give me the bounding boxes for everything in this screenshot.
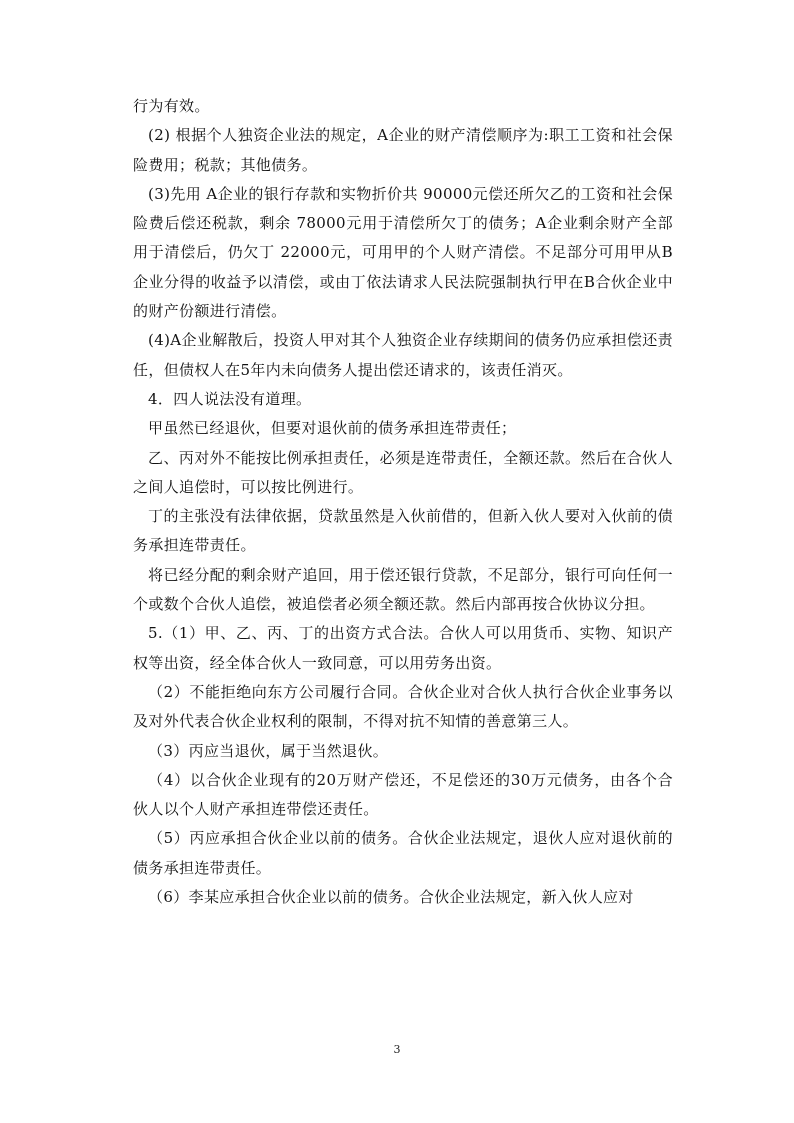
paragraph: (3)先用 A企业的银行存款和实物折价共 90000元偿还所欠乙的工资和社会保险费后偿还税款，剩余 78000元用于清偿所欠丁的债务；A企业剩余财产全部用于清偿后，仍欠丁 22000元，可用甲的个人财产清偿。不足部分可用甲从B企业分得的收益予以清偿，或由丁依法请求人民法院强制执行甲在B合伙企业中的财产份额进行清偿。 xyxy=(133,184,673,321)
document-body xyxy=(133,92,673,912)
paragraph: （6）李某应承担合伙企业以前的债务。合伙企业法规定，新入伙人应对 xyxy=(148,888,634,907)
page-number: 3 xyxy=(393,1043,401,1056)
paragraph: 丁的主张没有法律依据，贷款虽然是入伙前借的，但新入伙人要对入伙前的债务承担连带责任。 xyxy=(133,507,673,555)
paragraph: 将已经分配的剩余财产追回，用于偿还银行贷款，不足部分，银行可向任何一个或数个合伙人追偿，被追偿者必须全额还款。然后内部再按合伙协议分担。 xyxy=(133,565,673,614)
paragraph: （3）丙应当退伙，属于当然退伙。 xyxy=(148,741,389,760)
paragraph: 甲虽然已经退伙，但要对退伙前的债务承担连带责任； xyxy=(148,419,517,438)
paragraph: （5）丙应承担合伙企业以前的债务。合伙企业法规定，退伙人应对退伙前的债务承担连带责任。 xyxy=(133,829,673,877)
paragraph: (2) 根据个人独资企业法的规定，A企业的财产清偿顺序为:职工工资和社会保险费用；税款；其他债务。 xyxy=(133,126,673,174)
paragraph: 行为有效。 xyxy=(133,97,210,115)
paragraph: （2）不能拒绝向东方公司履行合同。合伙企业对合伙人执行合伙企业事务以及对外代表合伙企业权利的限制，不得对抗不知情的善意第三人。 xyxy=(133,682,673,731)
paragraph: 5.（1）甲、乙、丙、丁的出资方式合法。合伙人可以用货币、实物、知识产权等出资，经全体合伙人一致同意，可以用劳务出资。 xyxy=(133,624,673,672)
paragraph: （4）以合伙企业现有的20万财产偿还，不足偿还的30万元债务，由各个合伙人以个人财产承担连带偿还责任。 xyxy=(133,770,673,819)
paragraph: 乙、丙对外不能按比例承担责任，必须是连带责任，全额还款。然后在合伙人之间人追偿时，可以按比例进行。 xyxy=(133,448,673,496)
paragraph: 4．四人说法没有道理。 xyxy=(148,389,312,408)
paragraph: (4)A企业解散后，投资人甲对其个人独资企业存续期间的债务仍应承担偿还责任，但债权人在5年内未向债务人提出偿还请求的，该责任消灭。 xyxy=(133,331,673,379)
